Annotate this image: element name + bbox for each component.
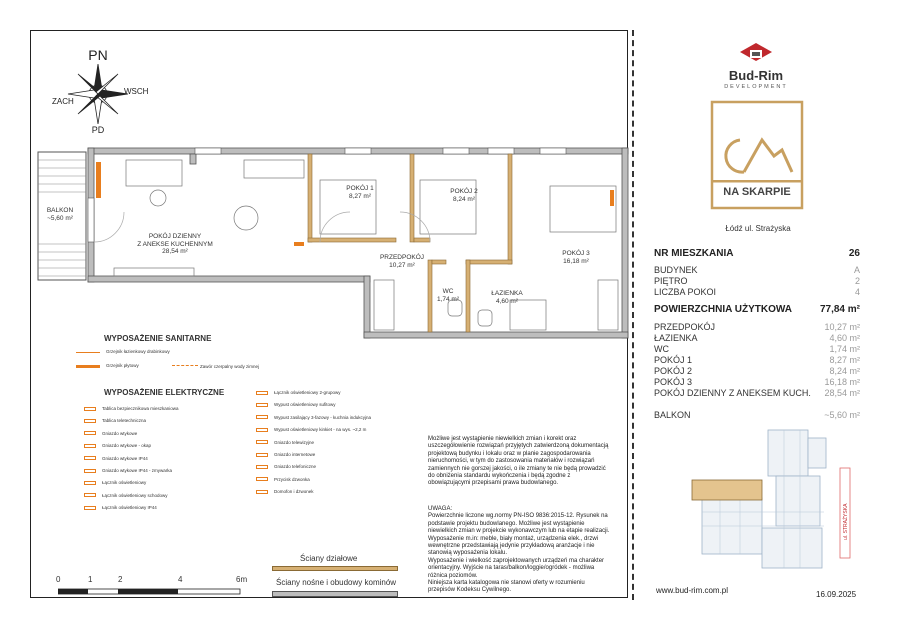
room-lazienka: ŁAZIENKA 4,60 m² bbox=[491, 290, 523, 305]
bearing-swatch bbox=[272, 591, 398, 597]
legend-sanitary-item: Zawór czerpalny wody zimnej bbox=[200, 364, 260, 369]
electric-symbol-icon bbox=[256, 440, 268, 444]
room-area-row: ŁAZIENKA 4,60 m² bbox=[654, 333, 860, 343]
brand-name: Bud-Rim bbox=[728, 68, 784, 83]
site-plan bbox=[684, 428, 864, 578]
electric-symbol-icon bbox=[84, 431, 96, 435]
room-area-row: PRZEDPOKÓJ 10,27 m² bbox=[654, 322, 860, 332]
address: Łódź ul. Strażyska bbox=[725, 224, 791, 233]
scale-label-6: 6m bbox=[236, 575, 248, 584]
legend-electric-item: Łącznik oświetleniowy schodowy bbox=[84, 493, 168, 498]
legend-electric-item: Gniazdo telewizyjne bbox=[256, 440, 314, 445]
legend-electric-item: Wypust oświetleniowy sufitowy bbox=[256, 402, 335, 407]
electric-symbol-icon bbox=[256, 453, 268, 457]
footer-date: 16.09.2025 bbox=[816, 590, 857, 599]
electric-symbol-icon bbox=[84, 469, 96, 473]
legend-electric-item: Domofon i dzwonek bbox=[256, 489, 314, 494]
electric-symbol-icon bbox=[256, 465, 268, 469]
room-area-row: POKÓJ DZIENNY Z ANEKSEM KUCH. 28,54 m² bbox=[654, 388, 860, 398]
legend-electric-item: Wypust oświetleniowy kinkiet - na wys. ~2,2 m bbox=[256, 427, 366, 432]
electric-symbol-icon bbox=[84, 444, 96, 448]
bud-rim-logo-icon bbox=[738, 42, 774, 66]
apartment-location-highlight bbox=[692, 480, 762, 500]
partition-swatch bbox=[272, 566, 398, 571]
legend-sanitary-item: Grzejnik płytowy bbox=[106, 363, 139, 368]
project-name: NA SKARPIE bbox=[723, 186, 791, 198]
electric-symbol-icon bbox=[84, 419, 96, 423]
legend-electric-item: Gniazdo wtykowe IP44 - zmywarka bbox=[84, 468, 172, 473]
room-area-row: POKÓJ 2 8,24 m² bbox=[654, 366, 860, 376]
legend-electric-item: Przycisk dzwonka bbox=[256, 477, 310, 482]
room-area-row: WC 1,74 m² bbox=[654, 344, 860, 354]
room-wc: WC 1,74 m² bbox=[436, 288, 460, 303]
disclaimer: Możliwe jest wystąpienie niewielkich zmian i korekt oraz uszczegółowienie rozwiązań przyjętych zatwierdzoną dokumentacją projektową budynku i lokalu oraz w planie zagospodarowania nieruchomości, w tym do zastosowania materiałów i rozwiązań zamiennych nie gorszej jakości, o ile zmiany te nie będą prowadzić do obniżenia standardu wykończenia i będą zgodne z obowiązującymi przepisami prawa budowlanego. bbox=[428, 436, 609, 487]
legend-electric-item: Łącznik oświetleniowy bbox=[84, 480, 146, 485]
apartment-number-row: NR MIESZKANIA 26 bbox=[654, 248, 860, 259]
scale-bar bbox=[58, 588, 248, 596]
divider-line bbox=[632, 30, 634, 600]
compass-rose bbox=[52, 44, 148, 136]
legend-electric-item: Gniazdo wtykowe bbox=[84, 431, 137, 436]
room-balkon: BALKON ~5,60 m² bbox=[46, 207, 74, 222]
electric-symbol-icon bbox=[256, 415, 268, 419]
field-pokoje: LICZBA POKOI 4 bbox=[654, 287, 860, 297]
room-area-row: POKÓJ 3 16,18 m² bbox=[654, 377, 860, 387]
electric-symbol-icon bbox=[256, 403, 268, 407]
electric-symbol-icon bbox=[256, 391, 268, 395]
legend-electric-item: Wypust zasilający 3-fazowy - kuchnia indukcyjna bbox=[256, 415, 371, 420]
room-area-row: POKÓJ 1 8,27 m² bbox=[654, 355, 860, 365]
legend-electric-item: Gniazdo internetowe bbox=[256, 452, 315, 457]
scale-label-2: 2 bbox=[118, 575, 123, 584]
scale-label-4: 4 bbox=[178, 575, 183, 584]
legend-electric-item: Łącznik oświetleniowy IP44 bbox=[84, 505, 157, 510]
room-przedpokoj: PRZEDPOKÓJ 10,27 m² bbox=[379, 254, 425, 269]
field-budynek: BUDYNEK A bbox=[654, 265, 860, 275]
room-pokoj2: POKÓJ 2 8,24 m² bbox=[450, 188, 478, 203]
brand-sub: DEVELOPMENT bbox=[724, 84, 788, 90]
compass-west: ZACH bbox=[52, 97, 74, 106]
legend-partition-label: Ściany działowe bbox=[300, 554, 358, 563]
legend-electric-item: Tablica teletechniczna bbox=[84, 418, 146, 423]
ladder-radiator-icon bbox=[76, 352, 100, 353]
compass-north: PN bbox=[88, 47, 108, 63]
legend-electric-item: Gniazdo wtykowe - okap bbox=[84, 443, 151, 448]
uwaga-note: UWAGA: Powierzchnie liczone wg.normy PN-ISO 9836:2015-12. Rysunek na podstawie projektu budowlanego. Możliwe jest wystąpienie niewielkich zmian w projekcie wykonawczym lub na etapie realizacji. Wyposażenie m.in: meble, biały montaż, urządzenia elek., drzwi wewnętrzne przedstawiają jedynie przykładową aranżacje i nie stanowią wyposażenia lokalu. Wyposażenie i wielkość zaprojektowanych urządzeń ma charakter orientacyjny. Wyjście na taras/balkon/loggie/ogródek - możliwa różnica poziomów. Niniejsza karta katalogowa nie stanowi oferty w rozumieniu przepisów Kodeksu Cywilnego. bbox=[428, 506, 610, 594]
legend-electric-item: Łącznik oświetleniowy 2-grupowy bbox=[256, 390, 341, 395]
legend-electric-item: Gniazdo wtykowe IP44 bbox=[84, 456, 148, 461]
legend-bearing-label: Ściany nośne i obudowy kominów bbox=[276, 578, 397, 587]
compass-south: PD bbox=[91, 125, 105, 135]
legend-sanitary-item: Grzejnik łazienkowy drabinkowy bbox=[106, 349, 170, 354]
street-label: ul. STRAŻYSKA bbox=[843, 503, 849, 540]
field-pietro: PIĘTRO 2 bbox=[654, 276, 860, 286]
electric-symbol-icon bbox=[256, 428, 268, 432]
valve-icon bbox=[172, 365, 198, 369]
balkon-area-row: BALKON ~5,60 m² bbox=[654, 410, 860, 420]
room-dzienny: POKÓJ DZIENNY Z ANEKSE KUCHENNYM 28,54 m² bbox=[137, 233, 213, 255]
electric-symbol-icon bbox=[256, 477, 268, 481]
electric-symbol-icon bbox=[84, 407, 96, 411]
legend-electric-item: Gniazdo telefoniczne bbox=[256, 464, 316, 469]
room-pokoj3: POKÓJ 3 16,18 m² bbox=[562, 250, 590, 265]
scale-label-1: 1 bbox=[88, 575, 93, 584]
footer-url[interactable]: www.bud-rim.com.pl bbox=[656, 586, 729, 595]
area-total-row: POWIERZCHNIA UŻYTKOWA 77,84 m² bbox=[654, 304, 860, 315]
panel-radiator-icon bbox=[76, 365, 100, 368]
compass-east: WSCH bbox=[124, 87, 148, 96]
electric-symbol-icon bbox=[84, 481, 96, 485]
legend-electric-title: WYPOSAŻENIE ELEKTRYCZNE bbox=[104, 388, 225, 397]
electric-symbol-icon bbox=[84, 506, 96, 510]
room-pokoj1: POKÓJ 1 8,27 m² bbox=[346, 185, 374, 200]
electric-symbol-icon bbox=[84, 493, 96, 497]
legend-sanitary-title: WYPOSAŻENIE SANITARNE bbox=[104, 334, 212, 343]
legend-electric-item: Tablica bezpiecznikowa mieszkaniowa bbox=[84, 406, 179, 411]
scale-label-0: 0 bbox=[56, 575, 61, 584]
electric-symbol-icon bbox=[256, 490, 268, 494]
electric-symbol-icon bbox=[84, 456, 96, 460]
partition-walls bbox=[308, 154, 512, 332]
